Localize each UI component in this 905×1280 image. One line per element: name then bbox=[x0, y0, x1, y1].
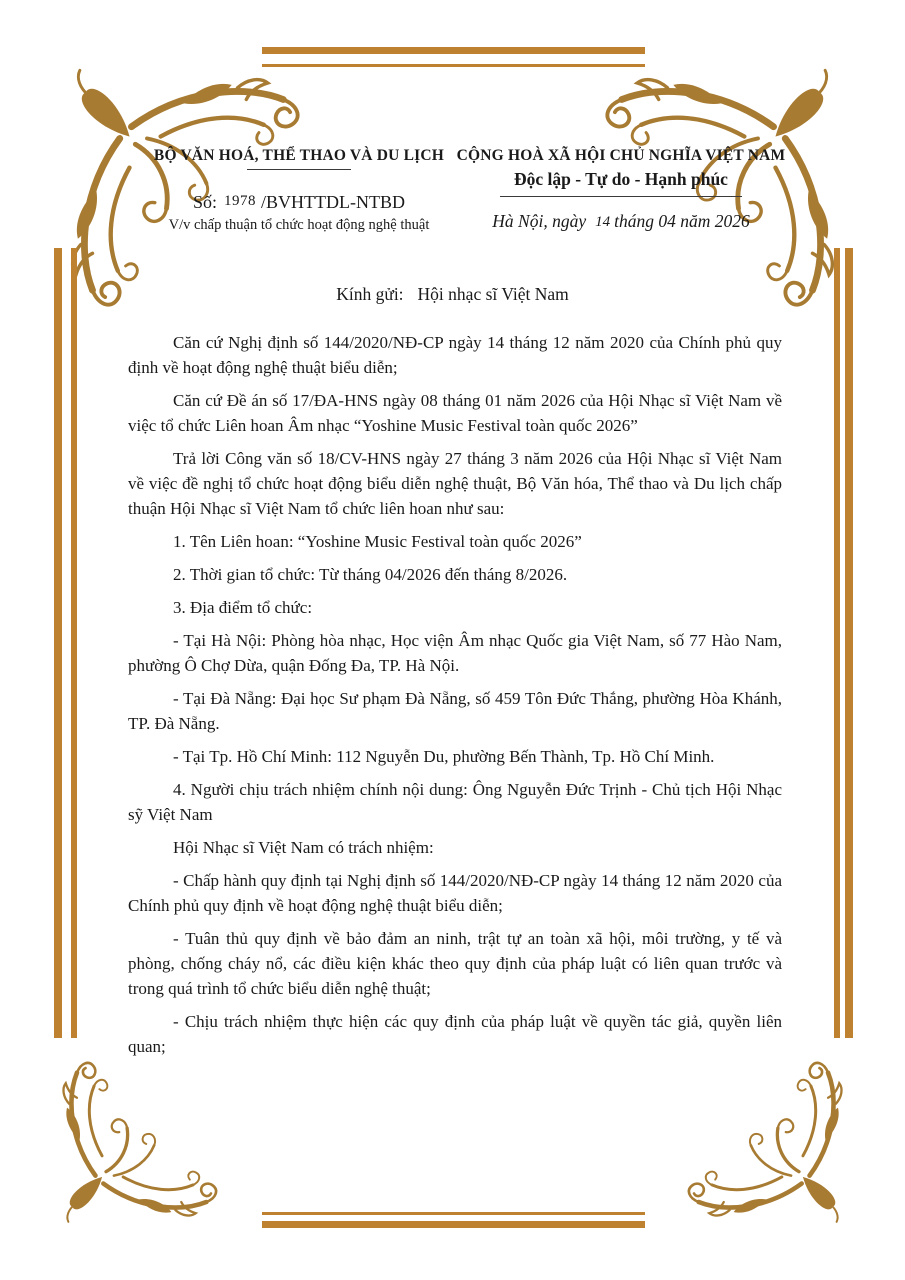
recipient-name: Hội nhạc sĩ Việt Nam bbox=[417, 284, 569, 304]
body-paragraph: 4. Người chịu trách nhiệm chính nội dung: Ông Nguyễn Đức Trịnh - Chủ tịch Hội Nhạc sỹ Việt Nam bbox=[128, 780, 782, 824]
document-number-value: 1978 bbox=[224, 193, 257, 209]
issuing-agency-title: BỘ VĂN HOÁ, THỂ THAO VÀ DU LỊCH bbox=[153, 147, 445, 164]
motto-underline bbox=[500, 196, 742, 197]
recipient-line bbox=[0, 284, 905, 305]
corner-flourish-bottom-left-icon bbox=[40, 1041, 238, 1239]
document-number-line bbox=[133, 192, 465, 213]
border-line-left-thick bbox=[54, 248, 62, 1038]
border-line-left-thin bbox=[71, 248, 77, 1038]
document-body bbox=[128, 330, 782, 1067]
place-date-day: 14 bbox=[595, 214, 611, 230]
body-paragraph: Trả lời Công văn số 18/CV-HNS ngày 27 tháng 3 năm 2026 của Hội Nhạc sĩ Việt Nam về việc đề nghị tổ chức hoạt động biểu diễn nghệ thuật, Bộ Văn hóa, Thể thao và Du lịch chấp thuận Hội Nhạc sĩ Việt Nam tổ chức liên hoan như sau: bbox=[128, 449, 782, 518]
body-paragraph: 3. Địa điểm tổ chức: bbox=[173, 598, 313, 617]
body-paragraph: - Tuân thủ quy định về bảo đảm an ninh, trật tự an toàn xã hội, môi trường, y tế và phòng, chống cháy nổ, các điều kiện khác theo quy định của pháp luật có liên quan trước và trong quá trình tổ chức biểu diễn nghệ thuật; bbox=[128, 929, 782, 998]
body-paragraph: 1. Tên Liên hoan: “Yoshine Music Festival toàn quốc 2026” bbox=[173, 532, 582, 551]
document-number-label: Số: bbox=[193, 192, 218, 212]
national-motto: Độc lập - Tự do - Hạnh phúc bbox=[514, 169, 728, 189]
place-date-prefix: Hà Nội, ngày bbox=[492, 211, 587, 231]
body-paragraph: Hội Nhạc sĩ Việt Nam có trách nhiệm: bbox=[173, 838, 434, 857]
border-line-top-thick bbox=[262, 47, 645, 54]
body-paragraph: Căn cứ Đề án số 17/ĐA-HNS ngày 08 tháng 01 năm 2026 của Hội Nhạc sĩ Việt Nam về việc tổ chức Liên hoan Âm nhạc “Yoshine Music Festival toàn quốc 2026” bbox=[128, 391, 782, 435]
body-paragraph: 2. Thời gian tổ chức: Từ tháng 04/2026 đến tháng 8/2026. bbox=[173, 565, 568, 584]
place-date-suffix: tháng 04 năm 2026 bbox=[614, 211, 750, 231]
header-issuing-agency-block bbox=[133, 146, 465, 234]
border-line-bottom-thin bbox=[262, 1212, 645, 1215]
body-paragraph: - Chấp hành quy định tại Nghị định số 144/2020/NĐ-CP ngày 14 tháng 12 năm 2020 của Chính phủ quy định về hoạt động nghệ thuật biểu diễn; bbox=[128, 871, 782, 915]
body-paragraph: - Tại Tp. Hồ Chí Minh: 112 Nguyễn Du, phường Bến Thành, Tp. Hồ Chí Minh. bbox=[173, 747, 715, 766]
body-paragraph: Căn cứ Nghị định số 144/2020/NĐ-CP ngày 14 tháng 12 năm 2020 của Chính phủ quy định về hoạt động nghệ thuật biểu diễn; bbox=[128, 333, 782, 377]
agency-underline bbox=[247, 169, 351, 170]
recipient-label: Kính gửi: bbox=[336, 284, 404, 304]
document-subject: V/v chấp thuận tổ chức hoạt động nghệ thuật bbox=[168, 217, 430, 233]
border-line-bottom-thick bbox=[262, 1221, 645, 1228]
border-line-right-thick bbox=[845, 248, 853, 1038]
corner-flourish-bottom-right-icon bbox=[667, 1041, 865, 1239]
body-paragraph: - Tại Đà Nẵng: Đại học Sư phạm Đà Nẵng, số 459 Tôn Đức Thắng, phường Hòa Khánh, TP. Đà Nẵng. bbox=[128, 689, 782, 733]
document-number-suffix: /BVHTTDL-NTBD bbox=[261, 192, 405, 212]
national-title: CỘNG HOÀ XÃ HỘI CHỦ NGHĨA VIỆT NAM bbox=[456, 147, 786, 164]
border-line-top-thin bbox=[262, 64, 645, 67]
border-line-right-thin bbox=[834, 248, 840, 1038]
place-date-line bbox=[453, 211, 789, 232]
body-paragraph: - Tại Hà Nội: Phòng hòa nhạc, Học viện Âm nhạc Quốc gia Việt Nam, số 77 Hào Nam, phường Ô Chợ Dừa, quận Đống Đa, TP. Hà Nội. bbox=[128, 631, 782, 675]
header-national-block bbox=[453, 146, 789, 232]
body-paragraph: - Chịu trách nhiệm thực hiện các quy định của pháp luật về quyền tác giả, quyền liên quan; bbox=[128, 1012, 782, 1056]
